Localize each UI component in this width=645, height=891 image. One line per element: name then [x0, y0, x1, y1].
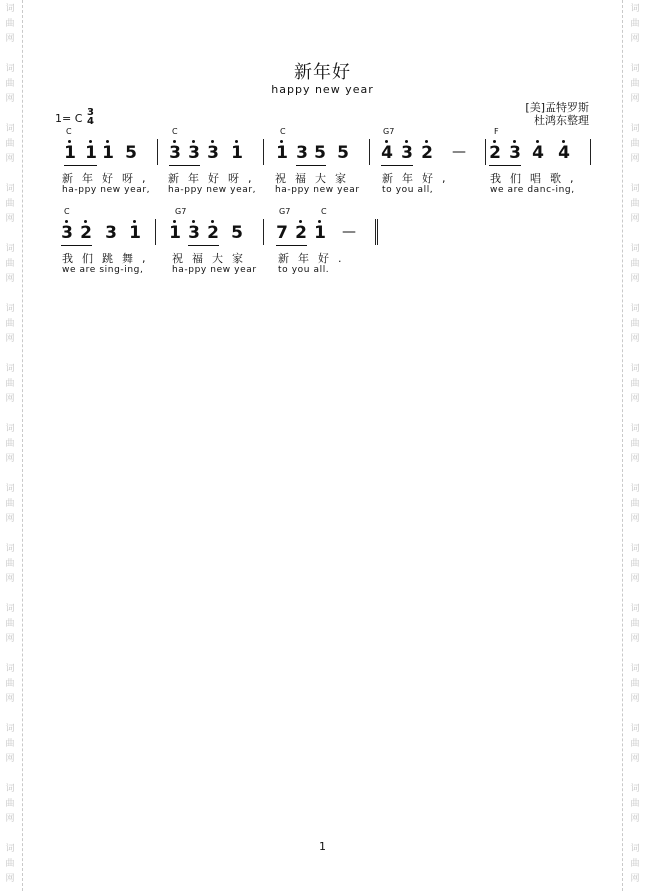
lyric-chinese: 新年好. [278, 252, 351, 265]
lyric-chinese: 我们跳舞, [62, 252, 155, 265]
note-digit: 2 [207, 223, 219, 243]
jianpu-note [531, 143, 545, 163]
lyric-chinese: 我们唱歌, [490, 172, 583, 185]
watermark-char: 词 [5, 724, 15, 734]
jianpu-note [380, 143, 394, 163]
jianpu-note [275, 223, 289, 243]
lyric-english: ha-ppy new year [275, 185, 360, 195]
song-title: 新年好 [294, 62, 351, 83]
eighth-note-beam [381, 165, 413, 166]
watermark-glyphs [627, 542, 643, 587]
octave-dot [211, 220, 214, 223]
key-signature: 1= C [55, 112, 83, 125]
credit [525, 101, 589, 127]
chord-symbol: G7 [383, 127, 395, 136]
jianpu-note [124, 143, 138, 163]
note-digit: 1 [85, 143, 97, 163]
jianpu-note [488, 143, 502, 163]
watermark-char: 曲 [5, 199, 15, 209]
watermark-char: 词 [5, 544, 15, 554]
watermark-char: 网 [630, 214, 640, 224]
note-digit: — [452, 144, 466, 160]
watermark-glyphs [627, 182, 643, 227]
watermark-glyphs [2, 602, 18, 647]
jianpu-note [400, 143, 414, 163]
watermark-char: 网 [630, 394, 640, 404]
watermark-char: 词 [5, 244, 15, 254]
watermark-char: 词 [5, 184, 15, 194]
jianpu-note [336, 143, 350, 163]
watermark-glyphs [2, 242, 18, 287]
time-signature [87, 108, 94, 126]
watermark-char: 网 [5, 874, 15, 884]
watermark-char: 网 [5, 334, 15, 344]
note-digit: 3 [188, 143, 200, 163]
watermark-char: 网 [5, 214, 15, 224]
watermark-glyphs [627, 2, 643, 47]
watermark-char: 曲 [5, 559, 15, 569]
watermark-char: 词 [5, 124, 15, 134]
octave-dot [106, 140, 109, 143]
eighth-note-beam [61, 245, 92, 246]
watermark-glyphs [627, 662, 643, 707]
watermark-char: 曲 [630, 559, 640, 569]
note-digit: 2 [489, 143, 501, 163]
eighth-note-beam [64, 165, 97, 166]
watermark-char: 网 [5, 94, 15, 104]
lyric-chinese: 新年好呀, [168, 172, 261, 185]
note-digit: 4 [381, 143, 393, 163]
watermark-glyphs [627, 362, 643, 407]
watermark-char: 曲 [5, 319, 15, 329]
watermark-char: 曲 [5, 739, 15, 749]
chord-symbol: C [280, 127, 286, 136]
note-digit: 2 [421, 143, 433, 163]
watermark-char: 词 [5, 664, 15, 674]
watermark-char: 词 [5, 4, 15, 14]
lyric-english: ha-ppy new year, [62, 185, 151, 195]
watermark-glyphs [2, 182, 18, 227]
lyric-english: to you all. [278, 265, 330, 275]
note-digit: 3 [296, 143, 308, 163]
watermark-char: 词 [630, 604, 640, 614]
octave-dot [192, 140, 195, 143]
watermark-char: 曲 [630, 259, 640, 269]
jianpu-note [230, 143, 244, 163]
octave-dot [513, 140, 516, 143]
jianpu-note [84, 143, 98, 163]
eighth-note-beam [276, 245, 307, 246]
time-signature-bottom: 4 [87, 116, 94, 127]
watermark-char: 网 [630, 754, 640, 764]
watermark-glyphs [627, 122, 643, 167]
eighth-note-beam [296, 165, 326, 166]
watermark-char: 曲 [5, 499, 15, 509]
watermark-char: 网 [630, 34, 640, 44]
octave-dot [173, 140, 176, 143]
jianpu-note [557, 143, 571, 163]
note-digit: 1 [64, 143, 76, 163]
watermark-glyphs [627, 602, 643, 647]
chord-symbol: C [321, 207, 327, 216]
barline [155, 219, 156, 245]
watermark-glyphs [627, 782, 643, 827]
chord-symbol: G7 [175, 207, 187, 216]
watermark-char: 曲 [630, 799, 640, 809]
jianpu-note [206, 223, 220, 243]
jianpu-note [508, 143, 522, 163]
watermark-char: 词 [630, 424, 640, 434]
chord-symbol: F [494, 127, 499, 136]
octave-dot [89, 140, 92, 143]
octave-dot [280, 140, 283, 143]
chord-symbol: C [172, 127, 178, 136]
watermark-char: 曲 [630, 439, 640, 449]
watermark-char: 词 [630, 844, 640, 854]
octave-dot [318, 220, 321, 223]
watermark-char: 词 [630, 64, 640, 74]
note-digit: 1 [276, 143, 288, 163]
octave-dot [562, 140, 565, 143]
watermark-char: 网 [630, 634, 640, 644]
watermark-char: 词 [5, 424, 15, 434]
jianpu-note [206, 143, 220, 163]
watermark-char: 曲 [630, 679, 640, 689]
watermark-char: 词 [5, 604, 15, 614]
watermark-char: 曲 [5, 619, 15, 629]
chord-symbol: C [64, 207, 70, 216]
watermark-char: 网 [630, 274, 640, 284]
note-digit: 3 [401, 143, 413, 163]
watermark-glyphs [2, 482, 18, 527]
jianpu-note [79, 223, 93, 243]
jianpu-note [275, 143, 289, 163]
note-digit: 3 [105, 223, 117, 243]
watermark-char: 词 [5, 64, 15, 74]
watermark-char: 曲 [630, 859, 640, 869]
barline [263, 139, 264, 165]
watermark-char: 曲 [630, 19, 640, 29]
time-signature-top: 3 [87, 107, 94, 118]
jianpu-note [168, 143, 182, 163]
jianpu-note [128, 223, 142, 243]
watermark-glyphs [2, 2, 18, 47]
lyric-english: ha-ppy new year, [168, 185, 257, 195]
watermark-char: 网 [5, 814, 15, 824]
watermark-char: 词 [630, 124, 640, 134]
note-digit: 1 [231, 143, 243, 163]
watermark-char: 网 [5, 274, 15, 284]
watermark-char: 网 [5, 694, 15, 704]
jianpu-note [313, 143, 327, 163]
watermark-char: 词 [630, 664, 640, 674]
watermark-char: 网 [5, 394, 15, 404]
watermark-glyphs [2, 362, 18, 407]
jianpu-note [230, 223, 244, 243]
eighth-note-beam [188, 245, 219, 246]
watermark-char: 词 [630, 364, 640, 374]
watermark-char: 曲 [630, 379, 640, 389]
barline [485, 139, 486, 165]
note-digit: 3 [188, 223, 200, 243]
note-digit: 5 [337, 143, 349, 163]
jianpu-note [187, 143, 201, 163]
octave-dot [493, 140, 496, 143]
octave-dot [211, 140, 214, 143]
watermark-char: 网 [630, 514, 640, 524]
eighth-note-beam [169, 165, 200, 166]
watermark-char: 曲 [630, 139, 640, 149]
octave-dot [425, 140, 428, 143]
left-watermark-column [0, 0, 16, 891]
watermark-char: 词 [630, 4, 640, 14]
barline [157, 139, 158, 165]
watermark-char: 网 [5, 454, 15, 464]
watermark-char: 词 [630, 724, 640, 734]
note-digit: 5 [231, 223, 243, 243]
watermark-char: 网 [5, 514, 15, 524]
watermark-char: 词 [630, 304, 640, 314]
watermark-glyphs [627, 482, 643, 527]
watermark-char: 曲 [5, 19, 15, 29]
barline [369, 139, 370, 165]
note-digit: 3 [61, 223, 73, 243]
octave-dot [299, 220, 302, 223]
lyric-chinese: 新年好, [382, 172, 455, 185]
watermark-char: 网 [5, 574, 15, 584]
note-digit: 2 [295, 223, 307, 243]
note-digit: 1 [102, 143, 114, 163]
octave-dot [235, 140, 238, 143]
song-subtitle: happy new year [271, 83, 374, 96]
watermark-char: 词 [630, 544, 640, 554]
watermark-char: 词 [630, 244, 640, 254]
lyric-english: we are sing-ing, [62, 265, 144, 275]
watermark-char: 曲 [5, 259, 15, 269]
watermark-glyphs [627, 242, 643, 287]
watermark-char: 网 [630, 94, 640, 104]
final-barline [375, 219, 378, 245]
watermark-char: 曲 [630, 499, 640, 509]
watermark-char: 网 [630, 694, 640, 704]
watermark-char: 网 [5, 34, 15, 44]
note-digit: 3 [509, 143, 521, 163]
watermark-glyphs [627, 422, 643, 467]
octave-dot [68, 140, 71, 143]
note-digit: 5 [125, 143, 137, 163]
watermark-char: 词 [5, 784, 15, 794]
watermark-char: 词 [5, 304, 15, 314]
arranger-line: 杜鸿东整理 [534, 114, 589, 127]
octave-dot [133, 220, 136, 223]
note-digit: 7 [276, 223, 288, 243]
jianpu-note [104, 223, 118, 243]
lyric-chinese: 新年好呀, [62, 172, 155, 185]
octave-dot [192, 220, 195, 223]
watermark-char: 曲 [630, 199, 640, 209]
watermark-char: 网 [630, 454, 640, 464]
watermark-char: 网 [5, 754, 15, 764]
watermark-glyphs [2, 122, 18, 167]
watermark-char: 词 [5, 364, 15, 374]
sustain-dash [452, 144, 466, 160]
watermark-char: 曲 [5, 139, 15, 149]
watermark-char: 曲 [5, 859, 15, 869]
sustain-dash [342, 224, 356, 240]
watermark-char: 曲 [630, 619, 640, 629]
barline [590, 139, 591, 165]
lyric-chinese: 祝福大家 [172, 252, 252, 265]
watermark-char: 网 [630, 334, 640, 344]
jianpu-note [60, 223, 74, 243]
watermark-char: 曲 [630, 739, 640, 749]
note-digit: — [342, 224, 356, 240]
note-digit: 1 [129, 223, 141, 243]
watermark-char: 词 [5, 484, 15, 494]
watermark-glyphs [2, 782, 18, 827]
watermark-char: 词 [630, 484, 640, 494]
lyric-english: to you all, [382, 185, 434, 195]
jianpu-note [63, 143, 77, 163]
lyric-chinese: 祝福大家 [275, 172, 355, 185]
jianpu-note [295, 143, 309, 163]
watermark-char: 网 [630, 574, 640, 584]
octave-dot [84, 220, 87, 223]
page-number: 1 [319, 840, 326, 853]
lyric-english: ha-ppy new year [172, 265, 257, 275]
watermark-char: 网 [630, 154, 640, 164]
barline [263, 219, 264, 245]
watermark-char: 曲 [5, 379, 15, 389]
watermark-char: 词 [5, 844, 15, 854]
octave-dot [65, 220, 68, 223]
jianpu-note [168, 223, 182, 243]
jianpu-note [294, 223, 308, 243]
watermark-char: 网 [5, 634, 15, 644]
watermark-char: 曲 [5, 79, 15, 89]
watermark-char: 曲 [630, 79, 640, 89]
composer-line: [美]孟特罗斯 [525, 101, 589, 114]
watermark-glyphs [627, 722, 643, 767]
watermark-char: 网 [630, 874, 640, 884]
watermark-char: 网 [630, 814, 640, 824]
right-watermark-column [629, 0, 645, 891]
watermark-glyphs [2, 662, 18, 707]
note-digit: 2 [80, 223, 92, 243]
watermark-char: 曲 [630, 319, 640, 329]
watermark-char: 网 [5, 154, 15, 164]
note-digit: 1 [169, 223, 181, 243]
note-digit: 3 [207, 143, 219, 163]
watermark-char: 曲 [5, 799, 15, 809]
watermark-glyphs [627, 302, 643, 347]
chord-symbol: C [66, 127, 72, 136]
eighth-note-beam [489, 165, 521, 166]
watermark-char: 曲 [5, 439, 15, 449]
watermark-glyphs [2, 422, 18, 467]
jianpu-note [313, 223, 327, 243]
jianpu-note [187, 223, 201, 243]
octave-dot [173, 220, 176, 223]
octave-dot [536, 140, 539, 143]
note-digit: 3 [169, 143, 181, 163]
jianpu-note [420, 143, 434, 163]
jianpu-note [101, 143, 115, 163]
watermark-char: 曲 [5, 679, 15, 689]
watermark-glyphs [2, 302, 18, 347]
watermark-char: 词 [630, 784, 640, 794]
watermark-glyphs [2, 542, 18, 587]
lyric-english: we are danc-ing, [490, 185, 575, 195]
note-digit: 5 [314, 143, 326, 163]
watermark-glyphs [2, 722, 18, 767]
octave-dot [385, 140, 388, 143]
note-digit: 1 [314, 223, 326, 243]
octave-dot [405, 140, 408, 143]
note-digit: 4 [558, 143, 570, 163]
note-digit: 4 [532, 143, 544, 163]
chord-symbol: G7 [279, 207, 291, 216]
watermark-char: 词 [630, 184, 640, 194]
